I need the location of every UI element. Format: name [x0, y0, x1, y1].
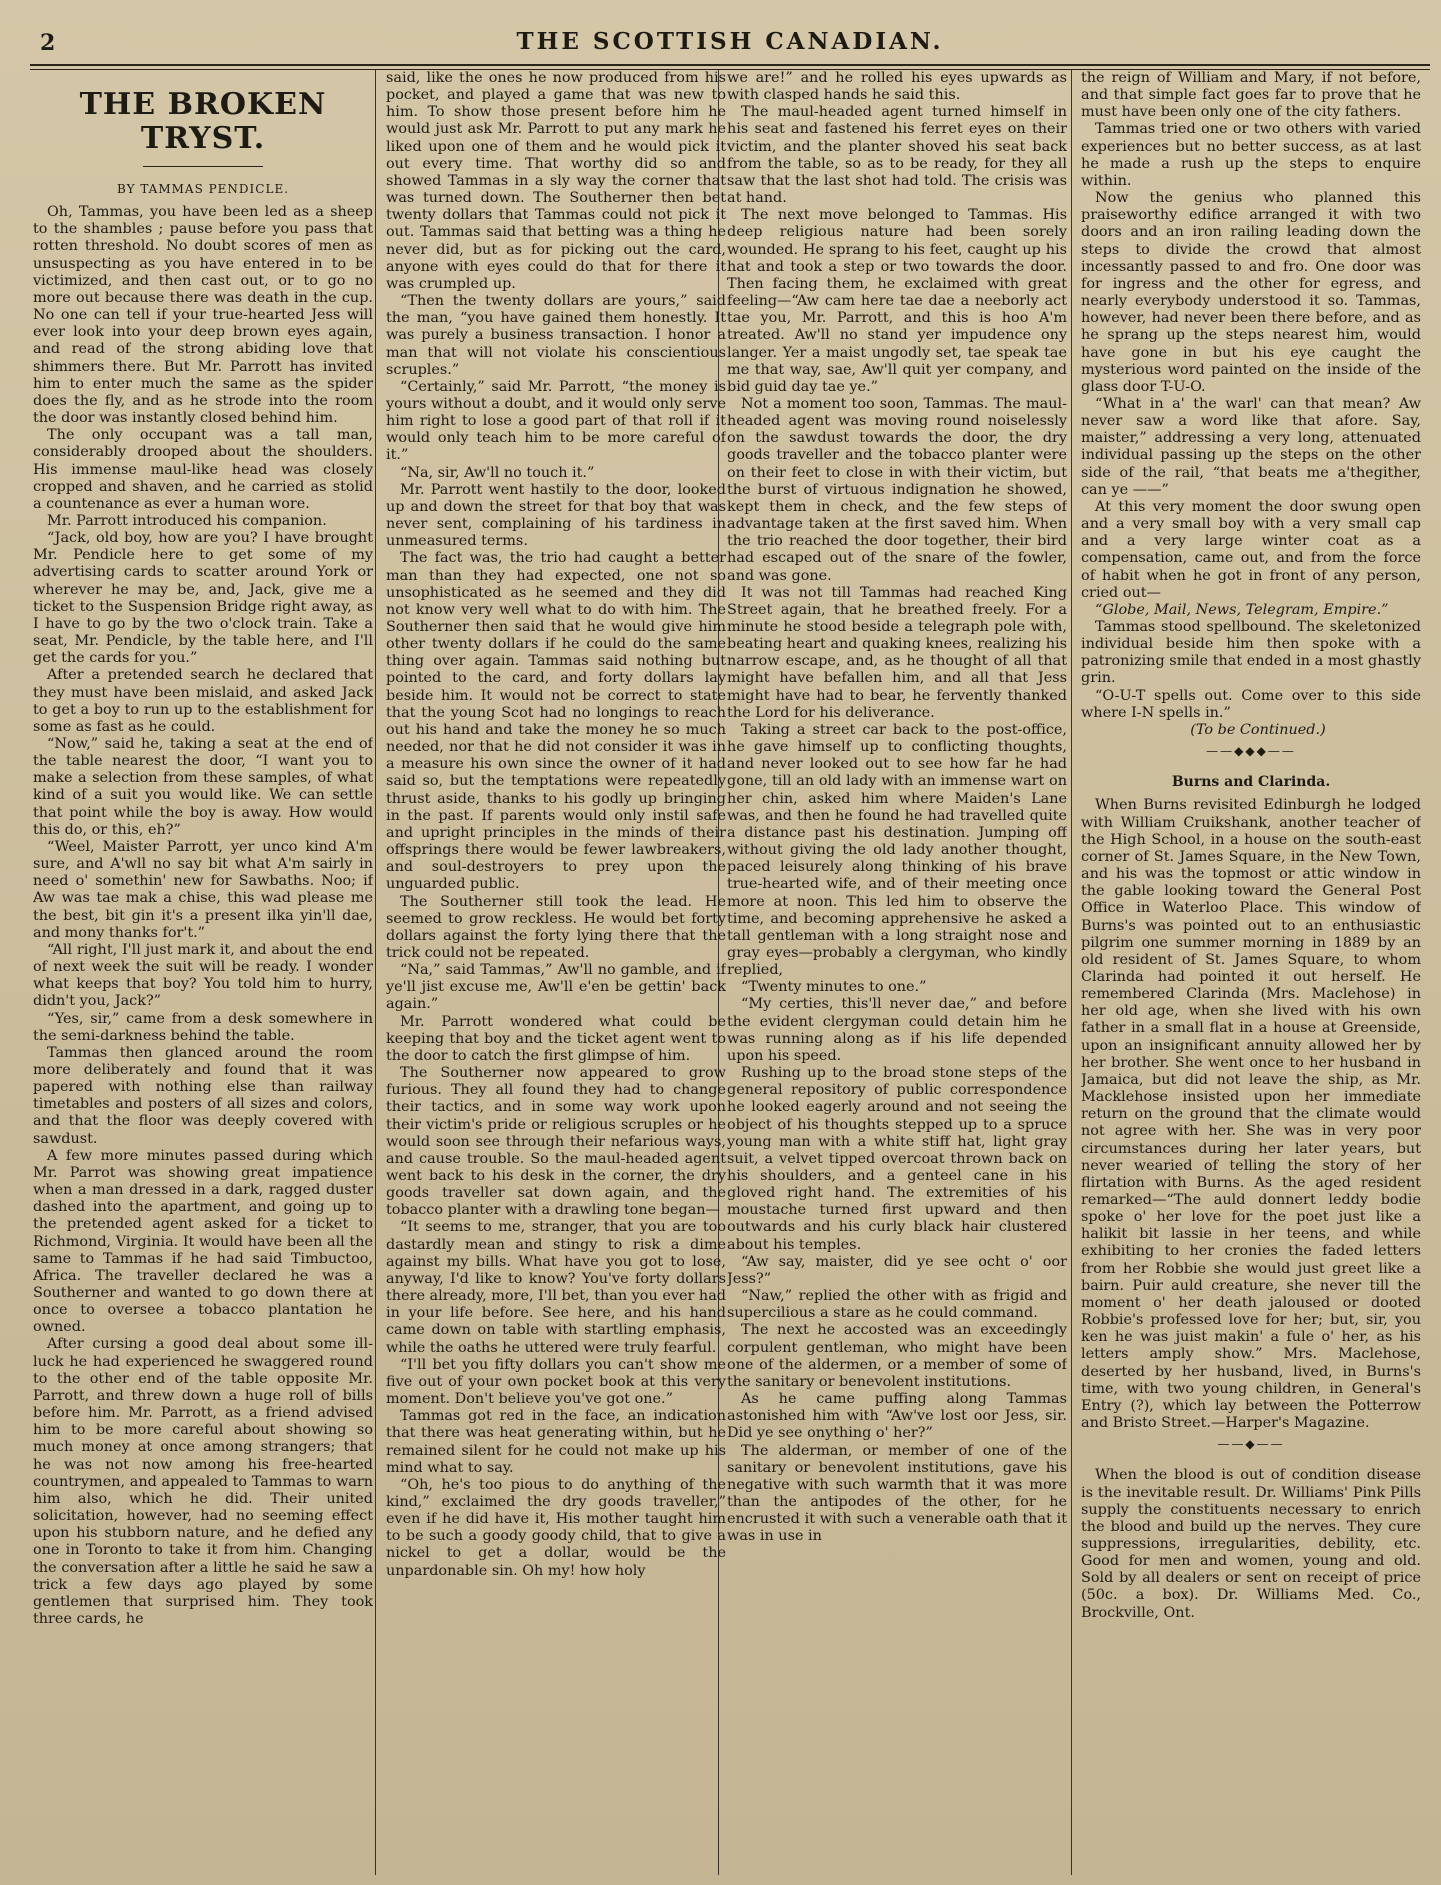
- advertisement: When the blood is out of condition disease is the inevitable result. Dr. Williams' Pink Pills supply the constituents necessary to enrich the blood and build up the nerves. They cure suppressions, irregularities, debility, etc. Good for men and women, young and old. Sold by all dealers or sent on receipt of price (50c. a box). Dr. Williams Med. Co., Brockville, Ont.: [1081, 1467, 1421, 1621]
- paragraph: Mr. Parrott wondered what could be keeping that boy and the ticket agent went to the door to catch the first glimpse of him.: [386, 1013, 726, 1064]
- paragraph: “Na, sir, Aw'll no touch it.”: [400, 464, 595, 481]
- paragraph: The only occupant was a tall man, considerably drooped about the shoulders. His immense maul-like head was closely cropped and shaven, and he carried as stolid a countenance as ever a human wore.: [33, 427, 373, 512]
- paragraph: “Twenty minutes to one.”: [741, 979, 927, 996]
- paragraph: Tammas then glanced around the room more deliberately and found that it was papered with nothing else than railway timetables and posters of all sizes and colors, and that the floor was deeply covered with sawdust.: [33, 1044, 373, 1147]
- paragraph: “Weel, Maister Parrott, yer unco kind A'm sure, and A'wll no say bit what A'm sairly in need o' somethin' new for Sawbaths. Noo; if Aw was tae mak a chise, this wad please me the best, bit gin it's a present ilka yin'll dae, and mony thanks for't.”: [33, 838, 373, 941]
- to-be-continued: (To be Continued.): [1190, 721, 1326, 738]
- paragraph: the reign of William and Mary, if not before, and that simple fact goes far to prove that he must have been only one of the city fathers.: [1081, 70, 1421, 121]
- column-1: [33, 70, 373, 1875]
- paragraph: The maul-headed agent turned himself in his seat and fastened his ferret eyes on their victim, and the planter shoved his seat back from the table, so as to be ready, for they all saw that the last shot had told. The crisis was at hand.: [727, 104, 1067, 207]
- paragraph: Tammas got red in the face, an indication that there was heat generating within, but he remained silent for he could not make up his mind what to say.: [386, 1408, 726, 1476]
- paragraph: “All right, I'll just mark it, and about the end of next week the suit will be ready. I wonder what keeps that boy? You told him to hurry, didn't you, Jack?”: [33, 941, 373, 1010]
- paragraph: It was not till Tammas had reached King Street again, that he breathed freely. For a minute he stood beside a telegraph pole with, beating heart and quaking knees, realizing his narrow escape, and, as he thought of all that might have befallen him, and all that Jess might have had to bear, he fervently thanked the Lord for his deliverance.: [727, 584, 1067, 721]
- paragraph: As he came puffing along Tammas astonished him with “Aw've lost oor Jess, sir. Did ye see onything o' her?”: [727, 1391, 1067, 1442]
- paragraph: Rushing up to the broad stone steps of the general repository of public correspondence he looked eagerly around and not seeing the object of his thoughts stepped up to a spruce young man with a white stiff hat, light gray suit, a velvet tipped overcoat thrown back on his shoulders, and a genteel cane in his gloved right hand. The extremities of his moustache turned first upward and then outwards and his curly black hair clustered about his temples.: [727, 1065, 1067, 1253]
- paragraph: The next move belonged to Tammas. His deep religious nature had been sorely wounded. He sprang to his feet, caught up his hat and took a step or two towards the door. Then facing them, he exclaimed with great feeling—“Aw cam here tae dae a neeborly act tae you, Mr. Parrott, and this is hoo A'm treated. Aw'll no stand yer impudence ony langer. Yer a maist ungodly set, tae speak tae me that way, sae, Aw'll quit yer company, and bid guid day tae ye.”: [727, 207, 1067, 395]
- paragraph: “Then the twenty dollars are yours,” said the man, “you have gained them honestly. It was purely a business transaction. I honor a man that will not violate his conscientious scruples.”: [386, 293, 726, 378]
- paragraph: The Southerner still took the lead. He seemed to grow reckless. He would bet forty dollars against the forty lying there that the trick could not be repeated.: [386, 893, 726, 961]
- column-3: [727, 70, 1067, 1875]
- paragraph: After a pretended search he declared that they must have been mislaid, and asked Jack to get a boy to run up to the establishment for some as fast as he could.: [33, 667, 373, 735]
- article-title: Burns and Clarinda.: [1171, 774, 1331, 791]
- paragraph: After cursing a good deal about some ill-luck he had experienced he swaggered round to the other end of the table opposite Mr. Parrott, and threw down a huge roll of bills before him. Mr. Parrott, as a friend advised him to be more careful about showing so much money at once among strangers; that he was not now among his free-hearted countrymen, and appealed to Tammas to warn him also, which he did. Their united solicitation, however, had no seeming effect upon his stubborn nature, and he defied any one in Toronto to take it from him. Changing the conversation after a little he said he saw a trick a few days ago played by some gentlemen that surprised him. They took three cards, he: [33, 1336, 373, 1627]
- column-divider: [375, 70, 376, 1875]
- paragraph: “It seems to me, stranger, that you are too dastardly mean and stingy to risk a dime against my bills. What have you got to lose, anyway, I'd like to know? You've forty dollars there already, more, I'll bet, than you ever had in your life before. See here, and his hand came down on table with startling emphasis, while the oaths he uttered were truly fearful.: [386, 1219, 726, 1356]
- paragraph: The next he accosted was an exceedingly corpulent gentleman, who might have been one of the aldermen, or a member of some of the sanitary or benevolent institutions.: [727, 1322, 1067, 1390]
- ornament-divider: ——◆◆◆——: [1206, 744, 1296, 759]
- paragraph: Mr. Parrott introduced his companion.: [47, 512, 327, 529]
- paragraph: At this very moment the door swung open and a very small boy with a very small cap and a very large winter coat as a compensation, came out, and from the force of habit when he got in front of any person, cried out—: [1081, 498, 1421, 601]
- paragraph: “Globe, Mail, News, Telegram, Empire.”: [1095, 601, 1389, 618]
- paragraph: “Naw,” replied the other with as frigid and supercilious a stare as he could command.: [727, 1288, 1067, 1322]
- paragraph: “Jack, old boy, how are you? I have brought Mr. Pendicle here to get some of my advertising cards to scatter around York or wherever he may be, and, Jack, give me a ticket to the Suspension Bridge right away, as I have to go by the two o'clock train. Take a seat, Mr. Pendicle, by the table here, and I'll get the cards for you.”: [33, 530, 373, 667]
- column-4: [1081, 70, 1421, 1875]
- paragraph: “My certies, this'll never dae,” and before the evident clergyman could detain him he was running along as if his life depended upon his speed.: [727, 996, 1067, 1064]
- story-title: THE BROKEN TRYST.: [79, 87, 327, 156]
- newspaper-title: THE SCOTTISH CANADIAN.: [516, 28, 944, 55]
- paragraph: we are!” and he rolled his eyes upwards as with clasped hands he said this.: [727, 70, 1067, 104]
- article-body: When Burns revisited Edinburgh he lodged with William Cruikshank, another teacher of the High School, in a house on the south-east corner of St. James Square, in the New Town, and his was the topmost or attic window in the gable looking toward the General Post Office in Waterloo Place. This window of Burns's was pointed out to an enthusiastic pilgrim one summer morning in 1889 by an old resident of St. James Square, to whom Clarinda had pointed it out herself. He remembered Clarinda (Mrs. Maclehose) in her old age, when she lived with his own father in a small flat in a house at Greenside, upon an insignificant annuity allowed her by her brother. She went once to her husband in Jamaica, but did not leave the ship, as Mr. Macklehose insisted upon her immediate return on the ground that the climate would not agree with her. She was in very poor circumstances during her later years, but never wearied of telling the story of her flirtation with Burns. As the aged resident remarked—“The auld donnert leddy bodie spoke o' her love for the poet just like a halikit bit lassie in her teens, and while exhibiting to her cronies the faded letters from her Robbie she would just greet like a bairn. Puir auld creature, she never till the moment o' her death jaloused or dooted Robbie's professed love for her; but, sir, you ken he was juist makin' a fule o' her, as his letters amply show.” Mrs. Maclehose, deserted by her husband, lived, in Burns's time, with two young children, in General's Entry (?), which lay between the Potterrow and Bristo Street.—Harper's Magazine.: [1081, 797, 1421, 1432]
- paragraph: Tammas tried one or two others with varied experiences but no better success, as at last he made a rush up the steps to enquire within.: [1081, 121, 1421, 189]
- paragraph: The alderman, or member of one of the sanitary or benevolent institutions, gave his negative with such warmth that it was more than the antipodes of the other, for he encrusted it with such a venerable oath that it was in use in: [727, 1442, 1067, 1545]
- paragraph: Mr. Parrott went hastily to the door, looked up and down the street for that boy that was never sent, complaining of his tardiness in unmeasured terms.: [386, 481, 726, 550]
- masthead: [30, 20, 1430, 58]
- paragraph: “Now,” said he, taking a seat at the end of the table nearest the door, “I want you to make a selection from these samples, of what kind of a suit you would like. We can settle that point while the boy is away. How would this do, or this, eh?”: [33, 736, 373, 838]
- paragraph: “Certainly,” said Mr. Parrott, “the money is yours without a doubt, and it would only serve him right to lose a good part of that roll if it would only teach him to be more careful of it.”: [386, 378, 726, 464]
- byline: BY TAMMAS PENDICLE.: [116, 182, 290, 196]
- paragraph: A few more minutes passed during which Mr. Parrot was showing great impatience when a man dressed in a dark, ragged duster dashed into the apartment, and going up to the pretended agent asked for a ticket to Richmond, Virginia. It would have been all the same to Tammas if he had said Timbuctoo, Africa. The traveller declared he was a Southerner and wanted to go down there at once to oversee a tobacco plantation he owned.: [33, 1147, 373, 1336]
- ornament-divider: ——◆——: [1217, 1437, 1285, 1452]
- paragraph: Not a moment too soon, Tammas. The maul-headed agent was moving round noiselessly on the sawdust towards the door, the dry goods traveller and the tobacco planter were on their feet to close in with their victim, but the burst of virtuous indignation he showed, kept them in check, and the few steps of advantage taken at the first saved him. When the trio reached the door together, their bird had escaped out of the snare of the fowler, and was gone.: [727, 395, 1067, 584]
- paragraph: “Aw say, maister, did ye see ocht o' oor Jess?”: [727, 1253, 1067, 1287]
- paragraph: “Na,” said Tammas,” Aw'll no gamble, and if ye'll jist excuse me, Aw'll e'en be gettin' back again.”: [386, 962, 726, 1013]
- paragraph: Tammas stood spellbound. The skeletonized individual beside him then spoke with a patronizing smile that ended in a most ghastly grin.: [1081, 619, 1421, 687]
- column-divider: [1071, 70, 1072, 1875]
- paragraph: “Oh, he's too pious to do anything of the kind,” exclaimed the dry goods traveller,” even if he did have it, His mother taught him to be such a goody goody child, that to give a nickel to get a dollar, would be the unpardonable sin. Oh my! how holy: [386, 1476, 726, 1579]
- paragraph: Oh, Tammas, you have been led as a sheep to the shambles ; pause before you pass that rotten threshold. No doubt scores of men as unsuspecting as you have entered in to be victimized, and then cast out, or to go no more out because there was death in the cup. No one can tell if your true-hearted Jess will ever look into your deep brown eyes again, and read of the strong abiding love that shimmers there. But Mr. Parrott has invited him to enter much the same as the spider does the fly, and as he strode into the room the door was instantly closed behind him.: [33, 204, 373, 427]
- paragraph: The Southerner now appeared to grow furious. They all found they had to change their tactics, and in some way work upon their victim's pride or religious scruples or he would soon see through their nefarious ways, and cause trouble. So the maul-headed agent went back to his desk in the corner, the dry goods traveller sat down again, and the tobacco planter with a drawling tone began—: [386, 1065, 726, 1219]
- paragraph: “Yes, sir,” came from a desk somewhere in the semi-darkness behind the table.: [33, 1010, 373, 1044]
- paragraph: Now the genius who planned this praiseworthy edifice arranged it with two doors and an iron railing leading down the steps to divide the crowd that almost incessantly passed to and fro. One door was for ingress and the other for egress, and nearly everybody understood it so. Tammas, however, had never been there before, and as he sprang up the steps nearest him, would have gone in but his eye caught the mysterious word painted on the inside of the glass door T-U-O.: [1081, 190, 1421, 395]
- page-number: 2: [40, 30, 56, 56]
- paragraph: Taking a street car back to the post-office, he gave himself up to conflicting thoughts, and never looked out to see how far he had gone, till an old lady with an immense wart on her chin, asked him where Maiden's Lane was, and then he found he had travelled quite a distance past his destination. Jumping off without giving the old lady another thought, paced leisurely along thinking of his brave true-hearted wife, and of their meeting once more at noon. This led him to observe the time, and becoming apprehensive he asked a tall gentleman with a long straight nose and gray eyes—probably a clergyman, who kindly replied,: [727, 721, 1067, 979]
- title-rule: [143, 166, 263, 167]
- paragraph: “I'll bet you fifty dollars you can't show me five out of your own pocket book at this very moment. Don't believe you've got one.”: [386, 1356, 726, 1408]
- paragraph: said, like the ones he now produced from his pocket, and played a game that was new to him. To show those present before him he would just ask Mr. Parrott to put any mark he liked upon one of them and he would pick it out every time. That worthy did so and showed Tammas in a sly way the corner that was turned down. The Southerner then bet twenty dollars that Tammas could not pick it out. Tammas said that betting was a thing he never did, but as for picking out the card, anyone with eyes could do that for there it was crumpled up.: [386, 70, 726, 292]
- paragraph: “O-U-T spells out. Come over to this side where I-N spells in.”: [1081, 687, 1421, 721]
- column-2: [386, 70, 726, 1875]
- paragraph: “What in a' the warl' can that mean? Aw never saw a word like that afore. Say, maister,” addressing a very long, attenuated individual passing up the steps on the other side of the rail, “that beats me a'thegither, can ye ——”: [1081, 395, 1421, 498]
- paragraph: The fact was, the trio had caught a better man than they had expected, one not so unsophisticated as he seemed and they did not know very well what to do with him. The Southerner then said that he would give him other twenty dollars if he could do the same thing over again. Tammas said nothing but pointed to the card, and forty dollars lay beside him. It would not be correct to state that the young Scot had no longings to reach out his hand and take the money he so much needed, nor that he did not consider it was in a measure his own since the owner of it had said so, but the temptations were repeatedly thrust aside, thanks to his godly up bringing in the past. If parents would only instil safe and upright principles in the minds of their offsprings there would be fewer lawbreakers, and soul-destroyers to prey upon the unguarded public.: [386, 550, 726, 893]
